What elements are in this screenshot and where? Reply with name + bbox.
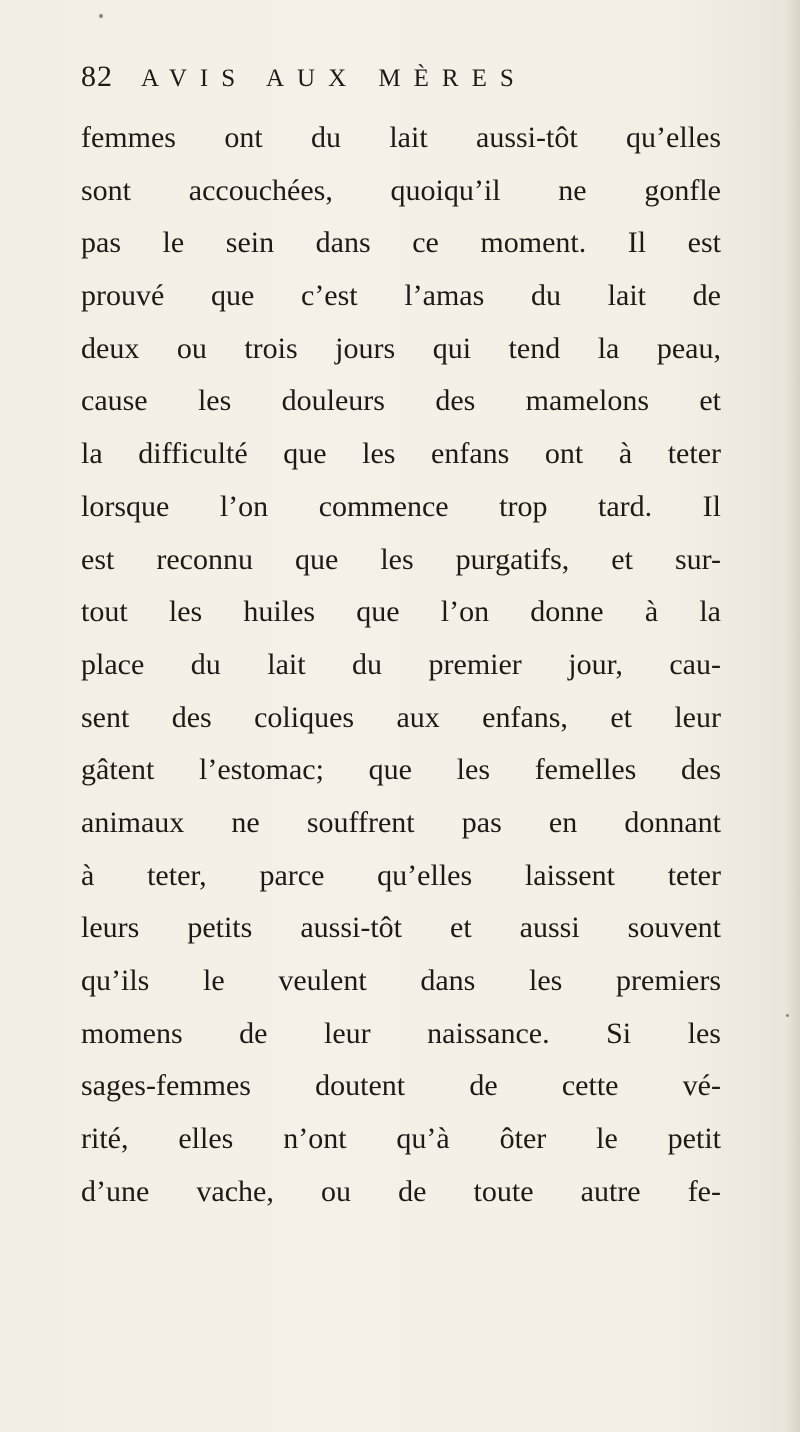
text-line: sont accouchées, quoiqu’il ne gonfle: [81, 173, 721, 207]
paper-speck: [786, 1014, 789, 1017]
text-line: est reconnu que les purgatifs, et sur-: [81, 542, 721, 576]
text-line: pas le sein dans ce moment. Il est: [81, 226, 721, 260]
page-number: 82: [81, 60, 113, 93]
text-line: d’une vache, ou de toute autre fe-: [81, 1174, 721, 1208]
running-title: AVIS AUX MÈRES: [141, 65, 527, 92]
text-line: deux ou trois jours qui tend la peau,: [81, 331, 721, 365]
text-line: sent des coliques aux enfans, et leur: [81, 700, 721, 734]
running-head: [81, 60, 721, 110]
text-line: leurs petits aussi-tôt et aussi souvent: [81, 911, 721, 945]
text-line: place du lait du premier jour, cau-: [81, 647, 721, 681]
text-line: lorsque l’on commence trop tard. Il: [81, 489, 721, 523]
text-line: cause les douleurs des mamelons et: [81, 384, 721, 418]
text-line: momens de leur naissance. Si les: [81, 1016, 721, 1050]
text-line: qu’ils le veulent dans les premiers: [81, 964, 721, 997]
text-line: gâtent l’estomac; que les femelles des: [81, 753, 721, 787]
text-line: sages-femmes doutent de cette vé-: [81, 1069, 721, 1103]
text-line: femmes ont du lait aussi-tôt qu’elles: [81, 121, 721, 154]
text-line: à teter, parce qu’elles laissent teter: [81, 858, 721, 892]
text-line: tout les huiles que l’on donne à la: [81, 595, 721, 629]
text-line: animaux ne souffrent pas en donnant: [81, 805, 721, 839]
text-line: rité, elles n’ont qu’à ôter le petit: [81, 1122, 721, 1156]
body-text: [81, 112, 721, 1218]
paper-speck: [99, 14, 103, 18]
text-line: prouvé que c’est l’amas du lait de: [81, 279, 721, 313]
text-line: la difficulté que les enfans ont à teter: [81, 437, 721, 471]
page-edge-shadow: [786, 0, 800, 1432]
